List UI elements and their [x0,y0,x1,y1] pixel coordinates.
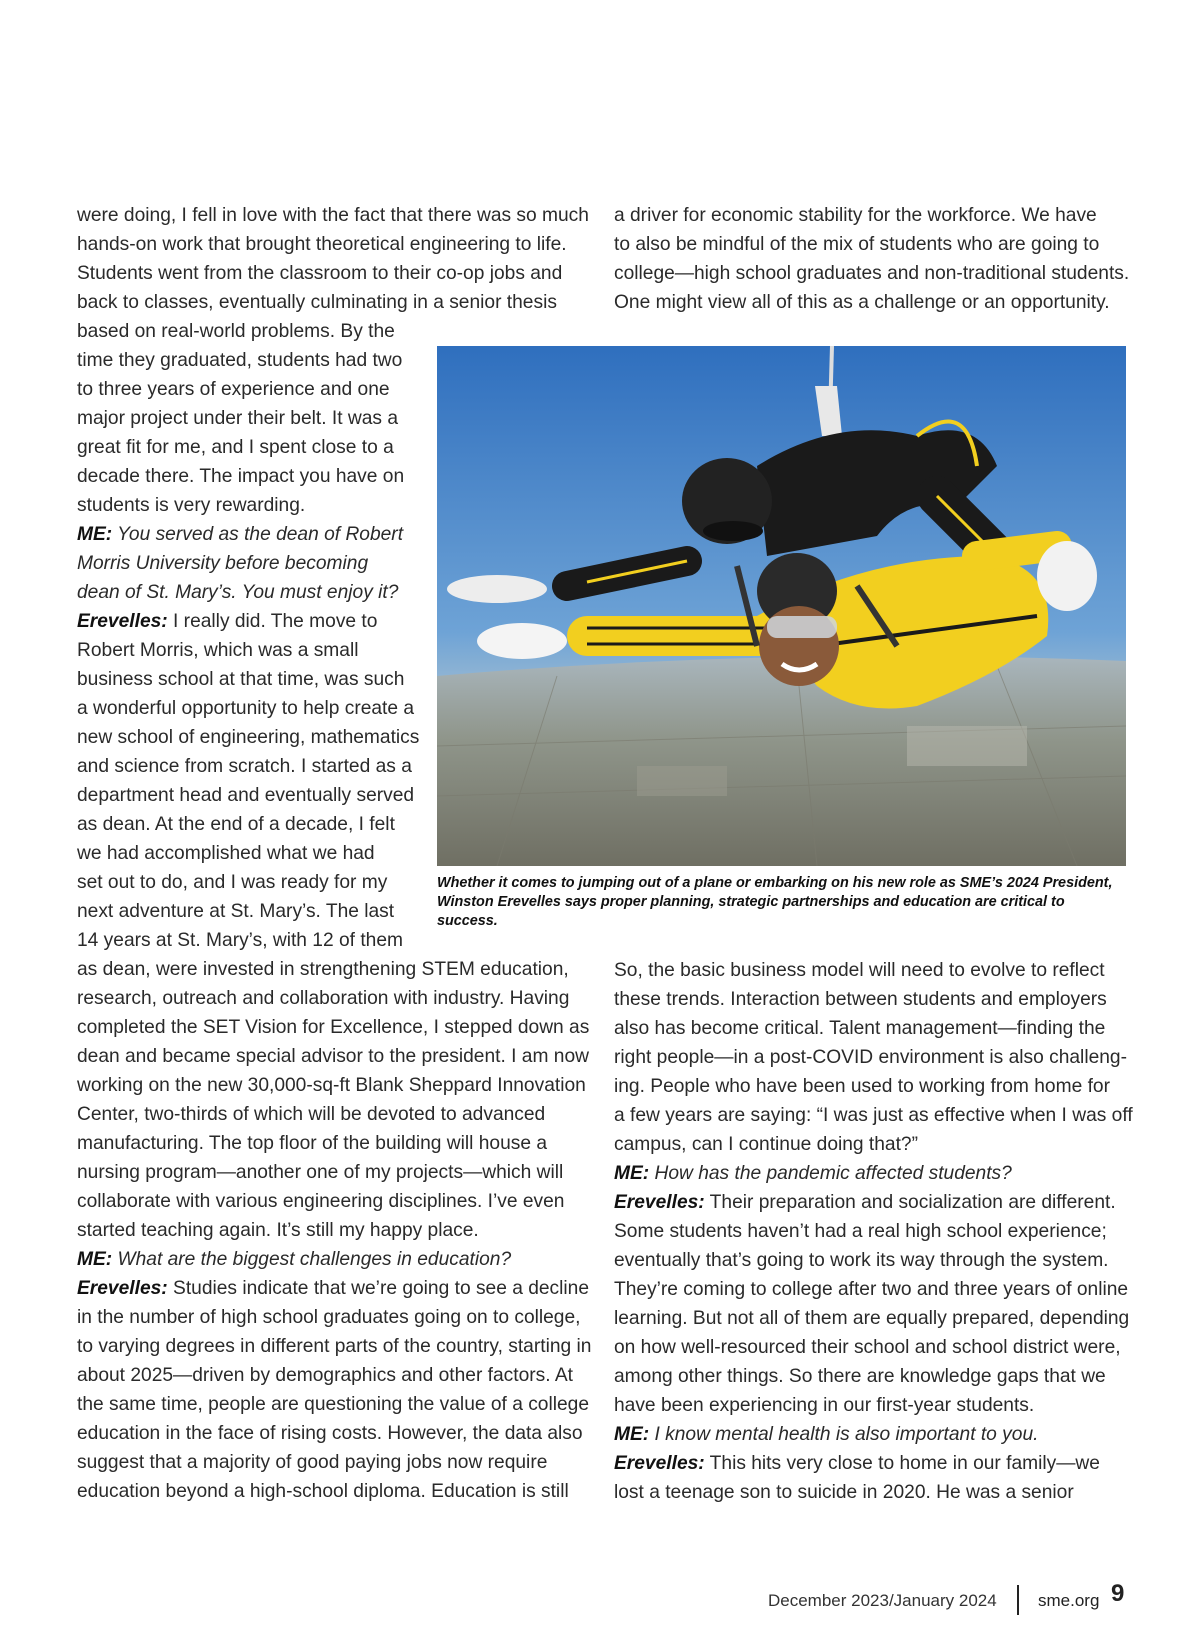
text-line [614,1188,1116,1217]
speaker-label: Erevelles: [77,611,168,632]
question-text: What are the biggest challenges in education? [112,1249,512,1270]
text-line [614,1043,1127,1072]
text-line [77,375,390,404]
line-text: They’re coming to college after two and three years of online [614,1279,1129,1300]
question-text: You served as the dean of Robert [112,524,404,545]
speaker-label: Erevelles: [77,1278,168,1299]
speaker-label: ME: [614,1163,650,1184]
text-line [77,1187,564,1216]
text-line [77,1129,547,1158]
text-line [77,636,359,665]
line-text: to varying degrees in different parts of the country, starting in [77,1336,592,1357]
line-text: new school of engineering, mathematics [77,727,420,748]
text-line [77,1332,591,1361]
line-text: right people—in a post-COVID environment is also challeng- [614,1047,1127,1068]
line-text: I really did. The move to [167,611,378,632]
text-line [614,1101,1133,1130]
text-line [77,578,398,607]
text-line [77,1390,589,1419]
line-text: to also be mindful of the mix of students who are going to [614,234,1100,255]
text-line [614,1072,1110,1101]
line-text: working on the new 30,000-sq-ft Blank Sheppard Innovation [77,1075,586,1096]
text-line [77,810,395,839]
text-line [77,607,377,636]
line-text: Robert Morris, which was a small [77,640,359,661]
line-text: on how well-resourced their school and school district were, [614,1337,1121,1358]
line-text: research, outreach and collaboration with industry. Having [77,988,570,1009]
line-text: manufacturing. The top floor of the building will house a [77,1133,548,1154]
question-text: I know mental health is also important to you. [649,1424,1039,1445]
text-line [614,956,1105,985]
line-text: students is very rewarding. [77,495,306,516]
line-text: started teaching again. It’s still my happy place. [77,1220,479,1241]
text-line [77,926,403,955]
line-text: about 2025—driven by demographics and other factors. At [77,1365,573,1386]
line-text: next adventure at St. Mary’s. The last [77,901,395,922]
line-text: decade there. The impact you have on [77,466,405,487]
text-line [77,984,569,1013]
line-text: have been experiencing in our first-year students. [614,1395,1035,1416]
line-text: This hits very close to home in our family—we [704,1453,1100,1474]
text-line [614,985,1107,1014]
line-text: Their preparation and socialization are different. [704,1192,1116,1213]
text-line [77,781,414,810]
line-text: among other things. So there are knowledge gaps that we [614,1366,1106,1387]
page-number: 9 [1111,1580,1125,1607]
text-line [614,288,1110,317]
text-line [614,1130,918,1159]
line-text: completed the SET Vision for Excellence, I stepped down as [77,1017,590,1038]
line-text: great fit for me, and I spent close to a [77,437,394,458]
line-text: Center, two-thirds of which will be devoted to advanced [77,1104,546,1125]
line-text: 14 years at St. Mary’s, with 12 of them [77,930,403,951]
line-text: as dean, were invested in strengthening STEM education, [77,959,569,980]
footer-website: sme.org [1038,1591,1100,1610]
text-line [77,1361,573,1390]
question-text: dean of St. Mary’s. You must enjoy it? [77,582,399,603]
line-text: dean and became special advisor to the president. I am now [77,1046,589,1067]
text-line [614,1333,1121,1362]
text-line [614,230,1099,259]
line-text: major project under their belt. It was a [77,408,399,429]
line-text: collaborate with various engineering disciplines. I’ve even [77,1191,565,1212]
text-line [614,1391,1034,1420]
text-line [77,520,403,549]
skydiving-photo [437,346,1126,866]
line-text: these trends. Interaction between students and employers [614,989,1107,1010]
line-text: eventually that’s going to work its way through the system. [614,1250,1109,1271]
text-line [614,1275,1128,1304]
line-text: also has become critical. Talent management—finding the [614,1018,1106,1039]
line-text: in the number of high school graduates going on to college, [77,1307,581,1328]
text-line [77,1448,547,1477]
text-line [77,491,305,520]
text-line [77,1158,563,1187]
text-line [77,1013,589,1042]
text-line [614,1478,1074,1507]
text-line [614,1362,1106,1391]
text-line [77,1100,545,1129]
line-text: we had accomplished what we had [77,843,375,864]
line-text: the same time, people are questioning the value of a college [77,1394,590,1415]
footer-divider [1017,1585,1019,1615]
text-line [77,1477,569,1506]
text-line [77,955,569,984]
text-line [614,201,1097,230]
text-line [77,317,395,346]
line-text: back to classes, eventually culminating in a senior thesis [77,292,557,313]
text-line [77,433,394,462]
speaker-label: ME: [77,524,113,545]
text-line [77,723,419,752]
text-line [614,1159,1012,1188]
line-text: to three years of experience and one [77,379,390,400]
text-line [77,1274,589,1303]
line-text: suggest that a majority of good paying jobs now require [77,1452,548,1473]
text-line [77,839,375,868]
line-text: Studies indicate that we’re going to see a decline [167,1278,590,1299]
line-text: a wonderful opportunity to help create a [77,698,415,719]
text-line [77,1245,511,1274]
text-line [77,404,398,433]
text-line [614,1014,1105,1043]
line-text: Some students haven’t had a real high school experience; [614,1221,1107,1242]
line-text: time they graduated, students had two [77,350,403,371]
text-line [77,752,412,781]
text-line [77,1419,583,1448]
speaker-label: Erevelles: [614,1192,705,1213]
line-text: based on real-world problems. By the [77,321,395,342]
line-text: business school at that time, was such [77,669,405,690]
text-line [614,1420,1038,1449]
text-line [77,201,589,230]
line-text: a driver for economic stability for the workforce. We have [614,205,1097,226]
line-text: were doing, I fell in love with the fact that there was so much [77,205,589,226]
question-text: How has the pandemic affected students? [649,1163,1012,1184]
text-line [614,1449,1100,1478]
tandem-skydivers-image [437,346,1126,866]
line-text: a few years are saying: “I was just as effective when I was off [614,1105,1133,1126]
speaker-label: ME: [614,1424,650,1445]
line-text: education beyond a high-school diploma. Education is still [77,1481,569,1502]
text-line [77,549,368,578]
text-line [77,897,394,926]
line-text: nursing program—another one of my projects—which will [77,1162,564,1183]
speaker-label: Erevelles: [614,1453,705,1474]
question-text: Morris University before becoming [77,553,369,574]
line-text: department head and eventually served [77,785,415,806]
line-text: So, the basic business model will need to evolve to reflect [614,960,1105,981]
line-text: campus, can I continue doing that?” [614,1134,918,1155]
line-text: education in the face of rising costs. However, the data also [77,1423,583,1444]
text-line [77,665,404,694]
line-text: as dean. At the end of a decade, I felt [77,814,395,835]
text-line [77,288,557,317]
text-line [614,259,1129,288]
line-text: Students went from the classroom to their co-op jobs and [77,263,563,284]
text-line [614,1217,1107,1246]
text-line [614,1304,1129,1333]
text-line [77,694,414,723]
speaker-label: ME: [77,1249,113,1270]
text-line [77,1216,479,1245]
text-line [77,259,562,288]
text-line [77,230,567,259]
line-text: hands-on work that brought theoretical engineering to life. [77,234,567,255]
text-line [77,1071,586,1100]
text-line [77,346,402,375]
text-line [77,1042,589,1071]
line-text: set out to do, and I was ready for my [77,872,388,893]
line-text: and science from scratch. I started as a [77,756,412,777]
line-text: college—high school graduates and non-traditional students. [614,263,1130,284]
text-line [77,868,387,897]
text-line [77,1303,581,1332]
text-line [77,462,404,491]
line-text: learning. But not all of them are equally prepared, depending [614,1308,1130,1329]
line-text: One might view all of this as a challenge or an opportunity. [614,292,1110,313]
text-line [614,1246,1109,1275]
line-text: lost a teenage son to suicide in 2020. He was a senior [614,1482,1074,1503]
photo-caption: Whether it comes to jumping out of a plane or embarking on his new role as SME’s 2024 President, Winston Erevelles says proper planning, strategic partnerships and education are critical to success. [437,875,1113,929]
line-text: ing. People who have been used to working from home for [614,1076,1110,1097]
footer-issue-date: December 2023/January 2024 [768,1591,997,1610]
